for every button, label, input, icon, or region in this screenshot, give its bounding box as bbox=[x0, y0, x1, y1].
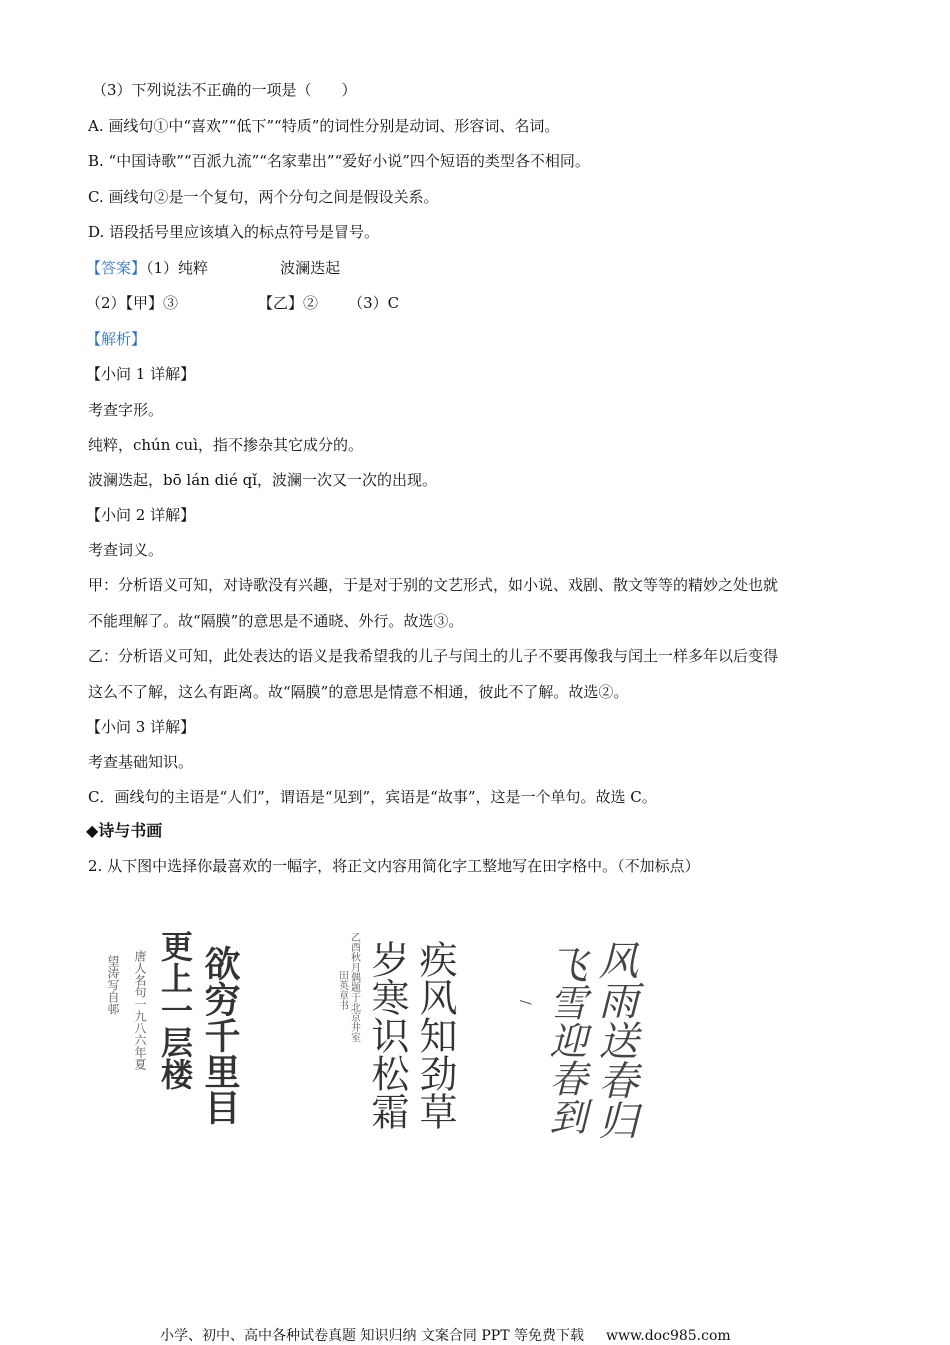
footer-site[interactable]: www.doc985.com bbox=[605, 1328, 731, 1344]
sub3-title: 【小问 3 详解】 bbox=[86, 718, 196, 736]
calligraphy-1-inscription-1: 唐人名句一九八六年夏 bbox=[133, 950, 147, 1070]
calligraphy-1-inscription-2: 望涛写自邨 bbox=[106, 955, 120, 1015]
section-title: ◆诗与书画 bbox=[86, 821, 163, 840]
calligraphy-2-inscription-1: 乙酉秋月偶题于北京井室 bbox=[348, 932, 360, 1042]
sub2-line-5: 这么不了解，这么有距离。故“隔膜”的意思是情意不相通，彼此不了解。故选②。 bbox=[88, 683, 629, 701]
sub1-title: 【小问 1 详解】 bbox=[86, 365, 196, 383]
sub1-line-1: 考查字形。 bbox=[88, 401, 164, 419]
calligraphy-1 bbox=[105, 915, 255, 1149]
calligraphy-1-art bbox=[105, 915, 255, 1145]
sub2-line-4: 乙：分析语义可知，此处表达的语义是我希望我的儿子与闰土的儿子不要再像我与闰土一样多年以后变得 bbox=[88, 647, 779, 665]
analysis-label: 【解析】 bbox=[86, 330, 147, 348]
calligraphy-2-inscription-2: 田英章书 bbox=[336, 970, 348, 1010]
calligraphy-3 bbox=[510, 915, 660, 1149]
answer-line-1 bbox=[86, 258, 340, 278]
calligraphy-1-main-col-1: 欲穷千里目 bbox=[199, 945, 241, 1125]
sub2-title: 【小问 2 详解】 bbox=[86, 506, 196, 524]
sub2-line-3: 不能理解了。故“隔膜”的意思是不通晓、外行。故选③。 bbox=[88, 612, 464, 630]
option-b: B. “中国诗歌”“百派九流”“名家辈出”“爱好小说”四个短语的类型各不相同。 bbox=[88, 152, 590, 170]
sub2-line-1: 考查词义。 bbox=[88, 541, 164, 559]
calligraphy-3-art bbox=[510, 915, 660, 1145]
question-2: 2. 从下图中选择你最喜欢的一幅字，将正文内容用简化字工整地写在田字格中。（不加标点） bbox=[88, 857, 700, 875]
sub2-line-2: 甲：分析语义可知，对诗歌没有兴趣，于是对于别的文艺形式，如小说、戏剧、散文等等的精妙之处也就 bbox=[88, 576, 779, 594]
calligraphy-2 bbox=[336, 910, 470, 1154]
footer bbox=[160, 1325, 731, 1345]
calligraphy-1-main-col-2: 更上一层楼 bbox=[156, 930, 194, 1090]
answer-2b: 【乙】② bbox=[258, 294, 319, 312]
answer-line-2 bbox=[86, 293, 399, 313]
sub1-line-2: 纯粹，chún cuì，指不掺杂其它成分的。 bbox=[88, 436, 364, 454]
calligraphy-2-main-col-1: 疾风知劲草 bbox=[413, 940, 457, 1130]
question-3-stem: （3）下列说法不正确的一项是（ ） bbox=[92, 81, 357, 99]
calligraphy-2-main-col-2: 岁寒识松霜 bbox=[365, 940, 409, 1130]
answer-2c: （3）C bbox=[348, 294, 400, 312]
answer-1b: 波澜迭起 bbox=[280, 259, 341, 277]
footer-text: 小学、初中、高中各种试卷真题 知识归纳 文案合同 PPT 等免费下载 bbox=[160, 1328, 584, 1344]
option-c: C. 画线句②是一个复句，两个分句之间是假设关系。 bbox=[88, 188, 439, 206]
answer-2a: （2）【甲】③ bbox=[86, 294, 179, 312]
calligraphy-3-main-col-1: 风雨送春归 bbox=[592, 940, 638, 1140]
sub3-line-2: C．画线句的主语是“人们”，谓语是“见到”，宾语是“故事”，这是一个单句。故选 C。 bbox=[88, 788, 657, 806]
answer-label: 【答案】 bbox=[86, 259, 147, 277]
calligraphy-3-inscription-1: / bbox=[517, 1000, 533, 1005]
option-a: A. 画线句①中“喜欢”“低下”“特质”的词性分别是动词、形容词、名词。 bbox=[88, 117, 560, 135]
answer-1a: （1）纯粹 bbox=[146, 259, 209, 277]
calligraphy-3-main-col-2: 飞雪迎春到 bbox=[543, 945, 587, 1135]
sub3-line-1: 考查基础知识。 bbox=[88, 753, 194, 771]
calligraphy-2-art bbox=[336, 910, 470, 1150]
option-d: D. 语段括号里应该填入的标点符号是冒号。 bbox=[88, 223, 380, 241]
sub1-line-3: 波澜迭起，bō lán dié qǐ，波澜一次又一次的出现。 bbox=[88, 471, 438, 489]
